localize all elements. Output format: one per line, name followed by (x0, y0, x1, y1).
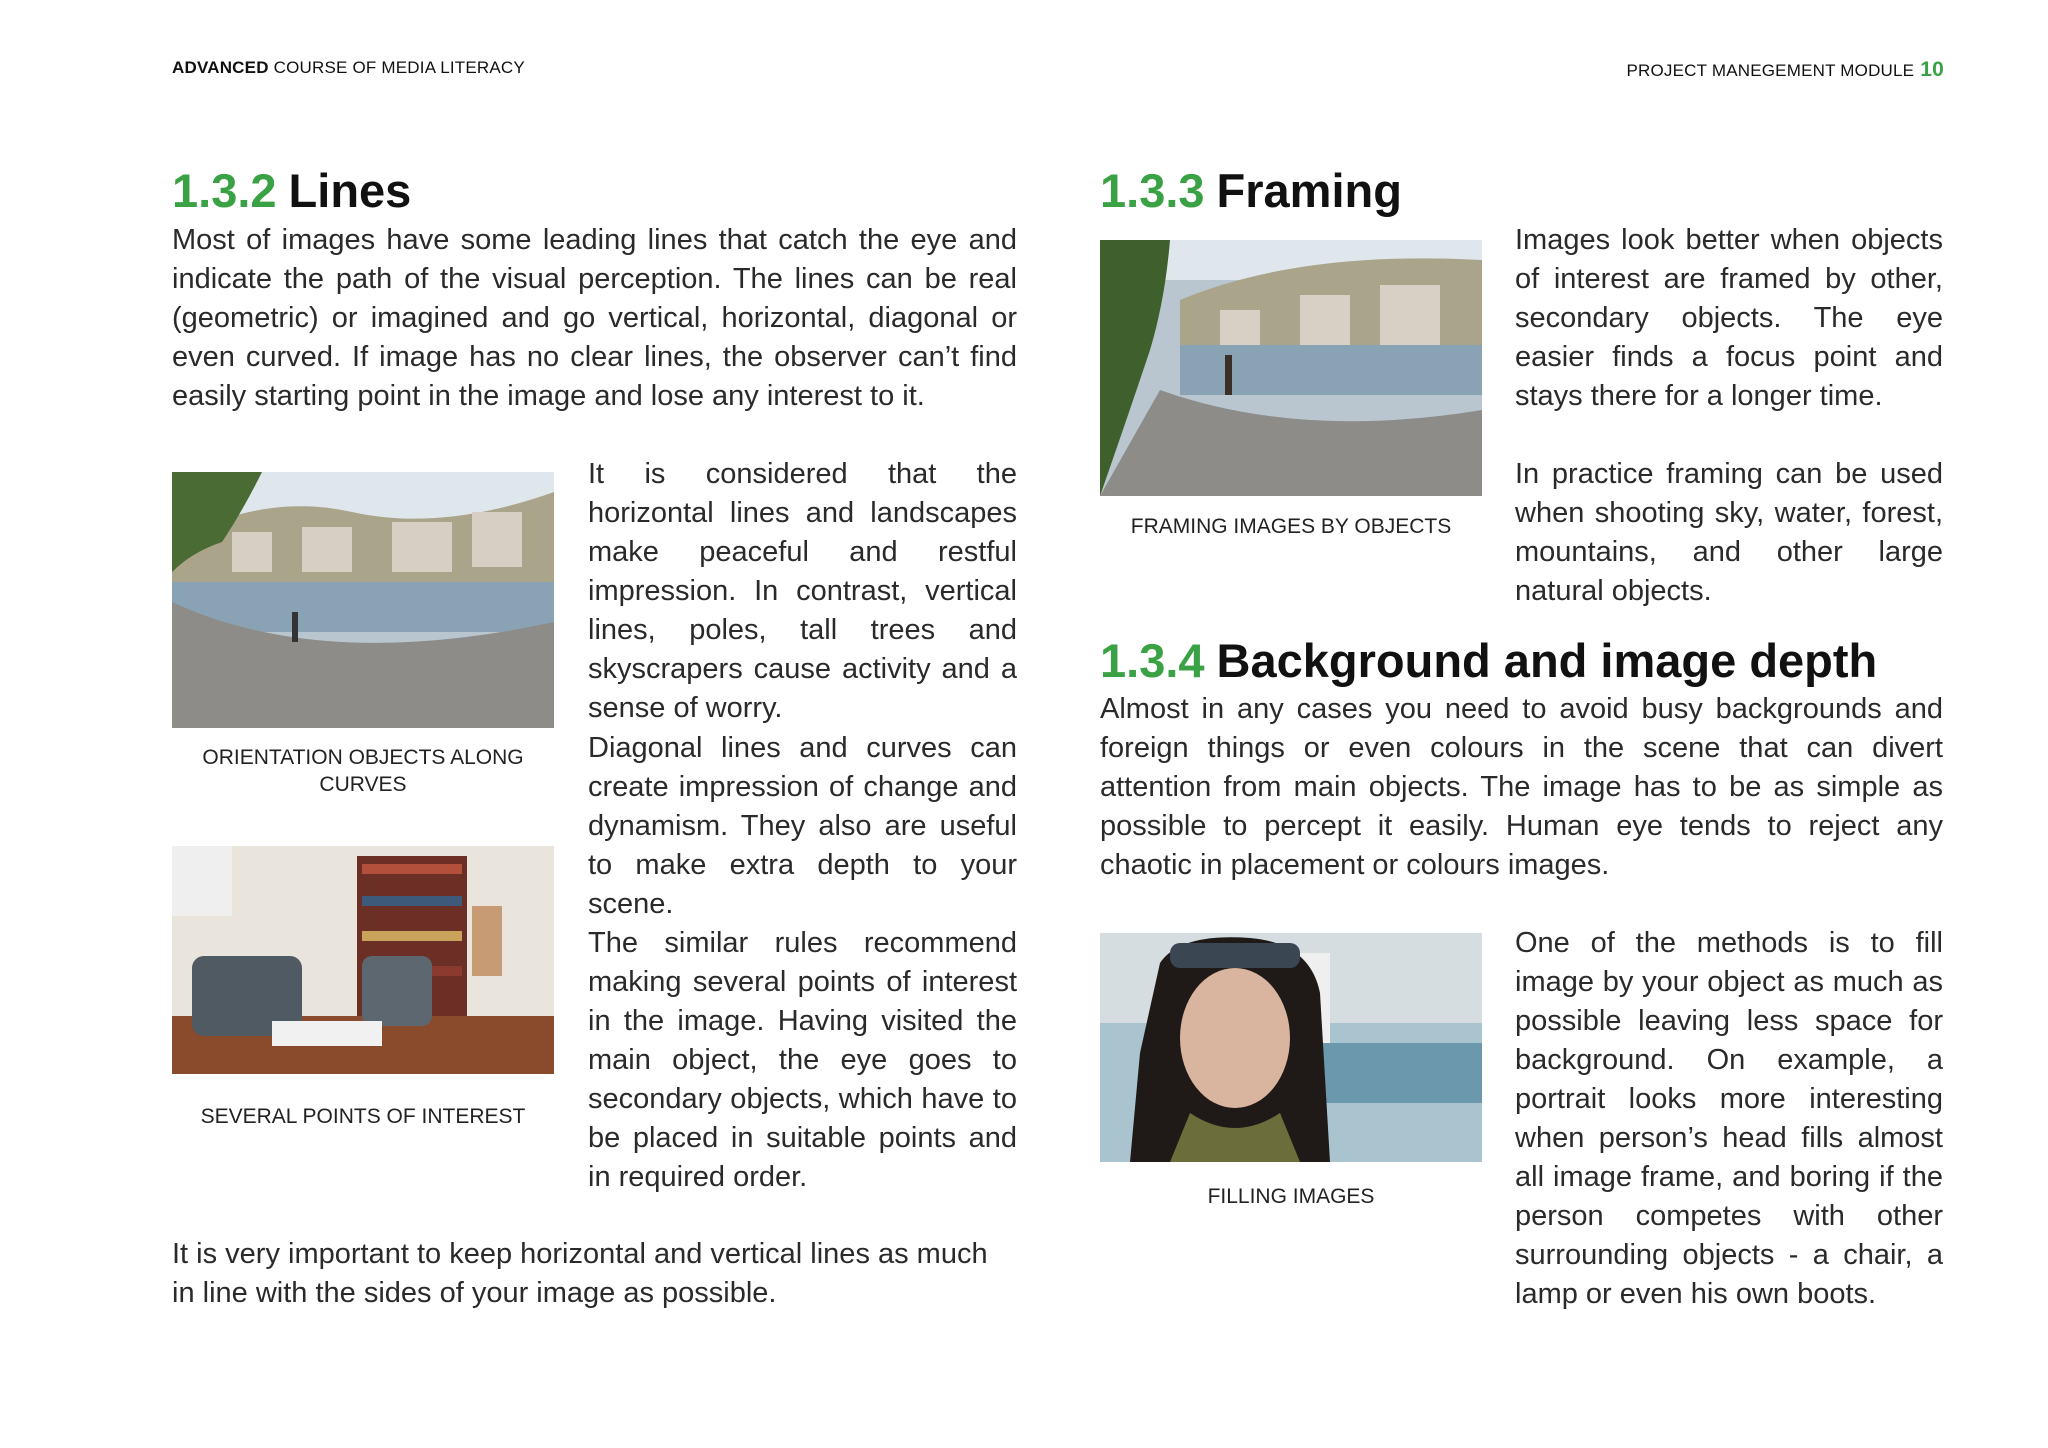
lines-paragraph-points: The similar rules recommend making several points of interest in the image. Having visited the main object, the eye goes to secondary objects, which have to be placed in suitable points and in required order. (588, 927, 1017, 1193)
background-paragraph-1: Almost in any cases you need to avoid busy backgrounds and foreign things or even colours in the scene that can divert attention from main objects. The image has to be as simple as possible to percept it easily. Human eye tends to reject any chaotic in placement or colours images. (1100, 693, 1943, 881)
caption-orientation: ORIENTATION OBJECTS ALONG CURVES (202, 746, 524, 796)
framing-paragraph-1: Images look better when objects of interest are framed by other, secondary objects. The eye easier finds a focus point and stays there for a longer time. (1515, 224, 1943, 412)
section-number: 1.3.2 (172, 164, 277, 217)
section-heading-lines (172, 163, 411, 218)
photo-portrait-filling (1100, 933, 1482, 1162)
background-paragraph-2: One of the methods is to fill image by your object as much as possible leaving less space for background. On example, a portrait looks more interesting when person’s head fills almost all image frame, and boring if the person competes with other surrounding objects - a chair, a lamp or even his own boots. (1515, 927, 1943, 1310)
section-heading-background (1100, 633, 1877, 688)
page-number: 10 (1920, 58, 1944, 81)
caption-framing: FRAMING IMAGES BY OBJECTS (1130, 515, 1452, 538)
lines-outro-paragraph: It is very important to keep horizontal and vertical lines as much in line with the sides of your image as possible. (172, 1238, 988, 1309)
lines-paragraph-diagonal: Diagonal lines and curves can create impression of change and dynamism. They also are useful to make extra depth to your scene. (588, 732, 1017, 920)
framing-paragraph-2: In practice framing can be used when shooting sky, water, forest, mountains, and other large natural objects. (1515, 458, 1943, 607)
header-module-title: PROJECT MANEGEMENT MODULE (1626, 61, 1915, 80)
section-title: Lines (288, 164, 412, 217)
header-course-bold: ADVANCED (172, 58, 269, 77)
section-number: 1.3.4 (1100, 634, 1205, 687)
caption-several-points: SEVERAL POINTS OF INTEREST (200, 1105, 526, 1128)
section-title: Framing (1216, 164, 1402, 217)
photo-promenade-curves (172, 472, 554, 728)
running-header-left (172, 58, 525, 78)
section-number: 1.3.3 (1100, 164, 1205, 217)
section-heading-framing (1100, 163, 1402, 218)
lines-intro-paragraph: Most of images have some leading lines that catch the eye and indicate the path of the visual perception. The lines can be real (geometric) or imagined and go vertical, horizontal, diagonal or even curved. If image has no clear lines, the observer can’t find easily starting point in the image and lose any interest to it. (172, 224, 1017, 412)
section-title: Background and image depth (1216, 634, 1878, 687)
lines-paragraph-horizontal: It is considered that the horizontal lines and landscapes make peaceful and restful impression. In contrast, vertical lines, poles, tall trees and skyscrapers cause activity and a sense of worry. (588, 458, 1017, 724)
photo-framing-trees (1100, 240, 1482, 496)
running-header-right (1626, 58, 1944, 82)
caption-filling: FILLING IMAGES (1207, 1185, 1375, 1208)
header-course-rest: COURSE OF MEDIA LITERACY (268, 58, 525, 77)
photo-room-points-of-interest (172, 846, 554, 1074)
